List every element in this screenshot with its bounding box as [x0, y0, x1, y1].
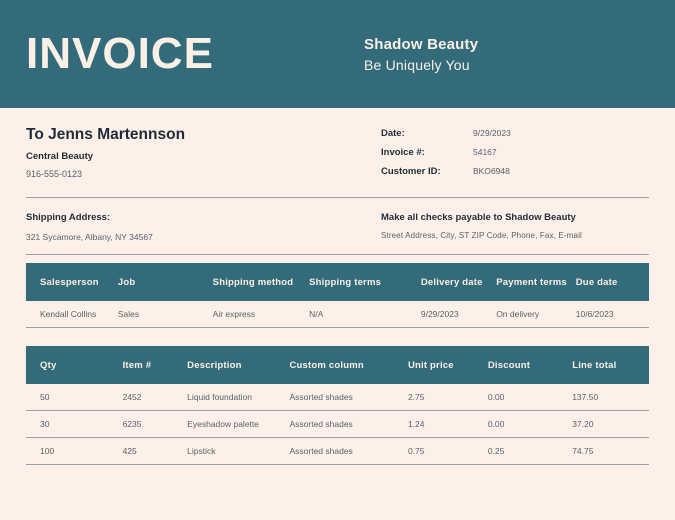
order-details-table — [26, 263, 649, 328]
table-header-row — [26, 346, 649, 384]
cell-unit-price: 0.75 — [407, 446, 425, 456]
cell-qty: 30 — [40, 419, 50, 429]
table-header-row — [26, 263, 649, 301]
table-row — [26, 438, 649, 465]
meta-value-customer-id: BKO6948 — [473, 166, 510, 176]
invoice-meta-block — [381, 126, 649, 185]
bill-to-and-meta-row — [26, 108, 649, 185]
cell-discount: 0.25 — [487, 446, 505, 456]
cell-line-total: 137.50 — [572, 392, 599, 402]
brand-name: Shadow Beauty — [364, 35, 479, 53]
cell-custom-column: Assorted shades — [289, 446, 353, 456]
cell-job: Sales — [117, 309, 140, 319]
shipping-address-value: 321 Sycamore, Albany, NY 34567 — [26, 232, 153, 242]
column-header-shipping-method: Shipping method — [212, 276, 294, 288]
invoice-body — [0, 108, 675, 520]
cell-custom-column: Assorted shades — [289, 392, 353, 402]
table-row — [26, 411, 649, 438]
meta-row-invoice-number — [381, 147, 649, 158]
table-row — [26, 301, 649, 328]
column-header-item-number: Item # — [122, 359, 152, 371]
column-header-payment-terms: Payment terms — [496, 276, 567, 288]
cell-salesperson: Kendall Collins — [40, 309, 97, 319]
meta-value-invoice-number: 54167 — [473, 147, 497, 157]
payable-title: Make all checks payable to Shadow Beauty — [381, 212, 576, 223]
meta-row-date — [381, 128, 649, 139]
column-header-delivery-date: Delivery date — [420, 276, 483, 288]
divider-under-shipping — [26, 254, 649, 255]
cell-description: Lipstick — [187, 446, 216, 456]
cell-shipping-method: Air express — [212, 309, 256, 319]
cell-shipping-terms: N/A — [309, 309, 324, 319]
cell-due-date: 10/6/2023 — [575, 309, 614, 319]
column-header-job: Job — [117, 276, 136, 288]
column-header-shipping-terms: Shipping terms — [309, 276, 382, 288]
cell-delivery-date: 9/29/2023 — [420, 309, 459, 319]
cell-line-total: 37.20 — [572, 419, 594, 429]
cell-qty: 100 — [40, 446, 55, 456]
bill-to-company: Central Beauty — [26, 151, 94, 162]
meta-row-customer-id — [381, 166, 649, 177]
shipping-address-block — [26, 212, 381, 242]
table-row — [26, 384, 649, 411]
bill-to-phone: 916-555-0123 — [26, 169, 83, 179]
page-title: INVOICE — [26, 29, 214, 78]
payable-block — [381, 212, 649, 242]
cell-line-total: 74.75 — [572, 446, 594, 456]
column-header-due-date: Due date — [575, 276, 618, 288]
cell-unit-price: 2.75 — [407, 392, 425, 402]
line-items-table — [26, 346, 649, 465]
meta-label-customer-id: Customer ID: — [381, 166, 441, 177]
column-header-line-total: Line total — [572, 359, 617, 371]
cell-discount: 0.00 — [487, 392, 505, 402]
cell-discount: 0.00 — [487, 419, 505, 429]
shipping-and-payable-row — [26, 198, 649, 254]
column-header-unit-price: Unit price — [407, 359, 454, 371]
cell-description: Liquid foundation — [187, 392, 252, 402]
cell-item-number: 425 — [122, 446, 137, 456]
cell-item-number: 2452 — [122, 392, 142, 402]
cell-item-number: 6235 — [122, 419, 142, 429]
cell-custom-column: Assorted shades — [289, 419, 353, 429]
bill-to-block — [26, 126, 381, 185]
meta-label-date: Date: — [381, 128, 405, 139]
column-header-qty: Qty — [40, 359, 57, 371]
brand-tagline: Be Uniquely You — [364, 56, 470, 73]
meta-label-invoice-number: Invoice #: — [381, 147, 425, 158]
column-header-discount: Discount — [487, 359, 531, 371]
cell-unit-price: 1.24 — [407, 419, 425, 429]
column-header-salesperson: Salesperson — [40, 276, 99, 288]
column-header-description: Description — [187, 359, 242, 371]
payable-subtitle: Street Address, City, ST ZIP Code, Phone, Fax, E-mail — [381, 231, 582, 240]
meta-value-date: 9/29/2023 — [473, 128, 511, 138]
column-header-custom-column: Custom column — [289, 359, 364, 371]
cell-description: Eyeshadow palette — [187, 419, 259, 429]
shipping-address-label: Shipping Address: — [26, 212, 111, 223]
cell-payment-terms: On delivery — [496, 309, 540, 319]
brand-block — [364, 36, 649, 73]
bill-to-name: To Jenns Martennson — [26, 126, 186, 143]
invoice-header — [0, 0, 675, 108]
cell-qty: 50 — [40, 392, 50, 402]
